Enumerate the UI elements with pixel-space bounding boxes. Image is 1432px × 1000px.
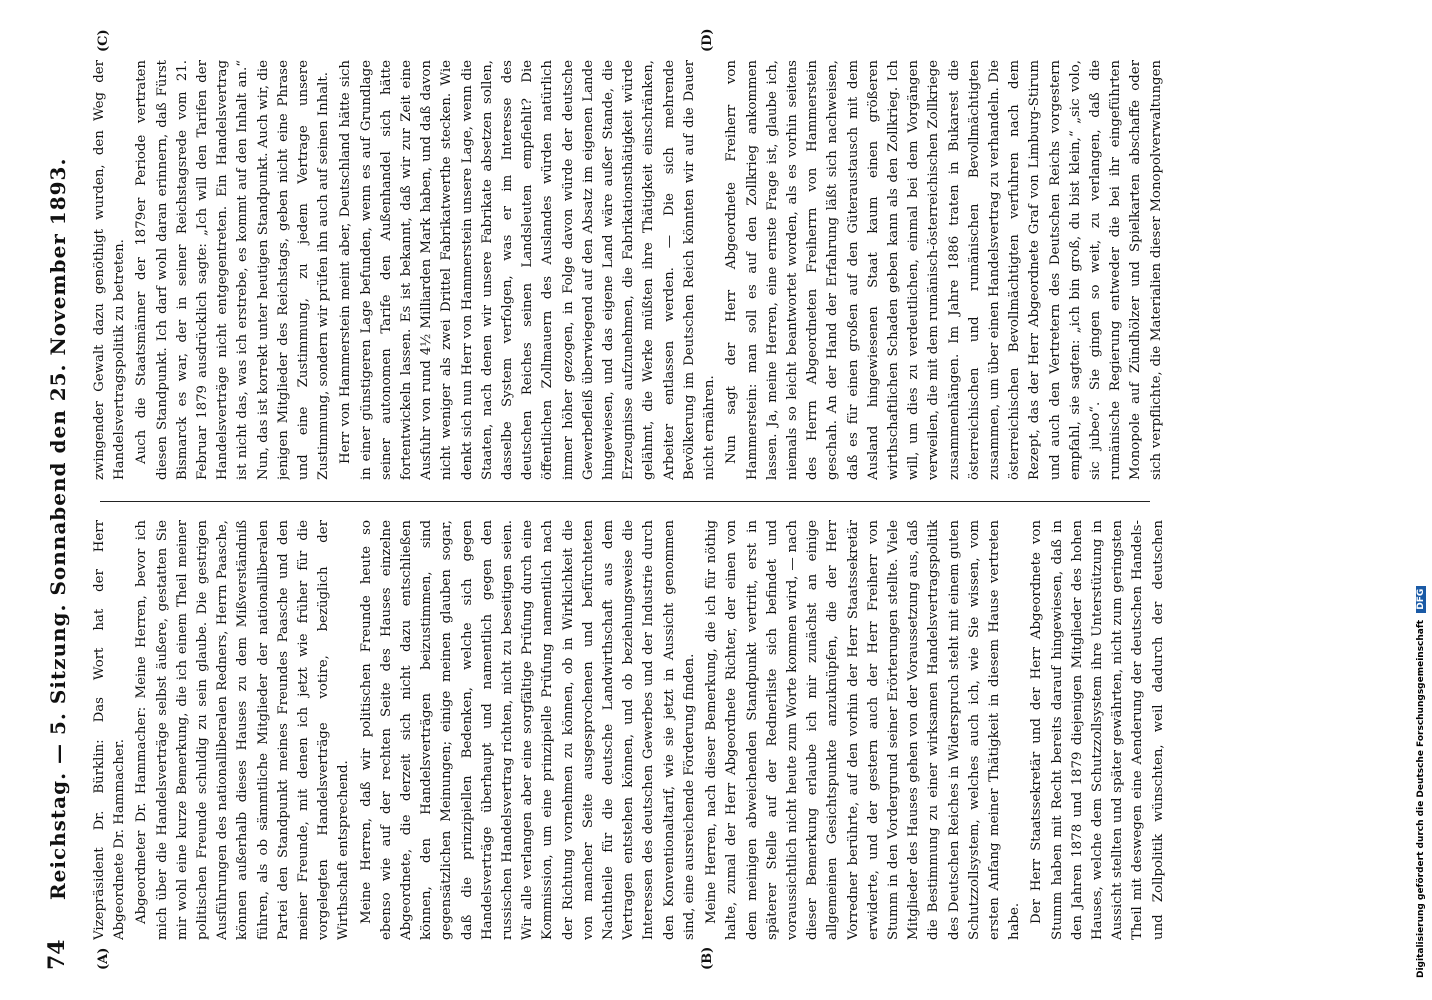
margin-mark-d: (D) bbox=[700, 28, 715, 52]
paragraph: Herr von Hammerstein meint aber, Deutschland hätte sich in einer günstigeren Lage befunden, wenn es auf Grundlage seiner autonomen Tarife den Außenhandel sich hätte fortentwickeln lassen. Es ist bekannt, daß wir zur Zeit eine Ausfuhr von rund 4½ Milliarden Mark haben, und daß davon nicht weniger als zwei Drittel Fabrikatwerthe stecken. Wie denkt sich nun Herr von Hammerstein unsere Lage, wenn die Staaten, nach denen wir unsere Fabrikate absetzen sollen, dasselbe System verfolgen, was er im Interesse des deutschen Reiches seinen Landsleuten empfiehlt? Die öffentlichen Zollmauern des Auslandes würden natürlich immer höher gezogen, in Folge davon würde der deutsche Gewerbefleiß überwiegend auf den Absatz im eigenen Lande hingewiesen, und das eigene Land wäre außer Stande, die Erzeugnisse aufzunehmen, die Fabrikationsthätigkeit würde gelähmt, die Werke müßten ihre Thätigkeit einschränken, Arbeiter entlassen werden. — Die sich mehrende Bevölkerung im Deutschen Reich könnten wir auf die Dauer nicht ernähren. bbox=[338, 60, 718, 480]
paragraph: Auch die Staatsmänner der 1879er Periode vertraten diesen Standpunkt. Ich darf wohl daran erinnern, daß Fürst Bismarck es war, der in seiner Reichstagsrede vom 21. Februar 1879 ausdrücklich sagte: „Ich will den Tarifen der Handelsverträge nicht entgegentreten. Ein Handelsvertrag ist nicht das, was ich erstrebe, es kommt auf den Inhalt an.“ Nun, das ist korrekt unter heutigen Standpunkt. Auch wir, die jenigen Mitglieder des Reichstags, geben nicht eine Phrase und eine Zustimmung, zu jedem Vertrage unsere Zustimmung, sondern wir prüfen ihn auch auf seinen Inhalt. bbox=[134, 60, 332, 480]
text-column-left bbox=[90, 520, 1170, 940]
margin-mark-a: (A) bbox=[96, 947, 111, 970]
page-number: 74 bbox=[44, 939, 70, 970]
margin-mark-b: (B) bbox=[700, 946, 715, 970]
paragraph: Vizepräsident Dr. Bürklin: Das Wort hat der Herr Abgeordnete Dr. Hammacher. bbox=[92, 520, 128, 940]
paragraph: Nun sagt der Herr Abgeordnete Freiherr von Hammerstein: man soll es auf den Zollkrieg ankommen lassen. Ja, meine Herren, eine ernste Frage ist, glaube ich, niemals so leicht beantwortet worden, als es vorhin seitens des Herrn Abgeordneten Freiherrn von Hammerstein geschah. An der Hand der Erfahrung läßt sich nachweisen, daß es für einen großen auf den Güteraustausch mit dem Ausland hingewiesenen Staat kaum einen größeren wirthschaftlichen Schaden geben kann als den Zollkrieg. Ich will, um dies zu verdeutlichen, einmal bei dem Vorgängen verweilen, die mit dem rumänisch-österreichischen Zollkriege zusammenhängen. Im Jahre 1886 traten in Bukarest die österreichischen und rumänischen Bevollmächtigten zusammen, um über einen Handelsvertrag zu verhandeln. Die österreichischen Bevollmächtigten verfuhren nach dem Rezept, das der Herr Abgeordnete Graf von Limburg-Stirum und auch den Vertretern des Deutschen Reichs vorgestern empfahl, sie sagten: „ich bin groß, du bist klein,“ „sic volo, sic jubeo“. Sie gingen so weit, zu verlangen, daß die rumänische Regierung entweder die bei ihr eingeführten Monopole auf Zündhölzer und Spielkarten abschaffe oder sich verpflichte, die Materialien dieser Monopolverwaltungen bbox=[724, 60, 1164, 480]
credit-text: Digitalisierung gefördert durch die Deutsche Forschungsgemeinschaft bbox=[1416, 619, 1426, 978]
page-header bbox=[40, 30, 80, 970]
margin-mark-c: (C) bbox=[96, 29, 111, 52]
column-divider bbox=[100, 501, 1150, 502]
paragraph: Meine Herren, daß wir politischen Freunde heute so ebenso wie auf der rechten Seite des Hauses einzelne Abgeordnete, die derzeit sich nicht dazu entschließen können, den Handelsverträgen beizustimmen, sind gegensätzlichen Meinungen; einige meinen glauben sogar, daß die prinzipiellen Bedenken, welche sich gegen Handelsverträge überhaupt und namentlich gegen den russischen Handelsvertrag richten, nicht zu beseitigen seien. Wir alle verlangen aber eine sorgfältige Prüfung durch eine Kommission, um eine prinzipielle Prüfung namentlich nach der Richtung vornehmen zu können, ob in Wirklichkeit die von mancher Seite ausgesprochenen und befürchteten Nachtheile für die deutsche Landwirthschaft aus dem Vertragen entstehen können, und ob beziehungsweise die Interessen des deutschen Gewerbes und der Industrie durch den Konventionaltarif, wie sie jetzt in Aussicht genommen sind, eine ausreichende Förderung finden. bbox=[358, 520, 697, 940]
running-title: Reichstag. — 5. Sitzung. Sonnabend den 25. November 1893. bbox=[46, 157, 70, 900]
paragraph: zwingender Gewalt dazu genöthigt wurden, den Weg der Handelsvertragspolitik zu betreten. bbox=[92, 60, 128, 480]
text-column-right bbox=[90, 60, 1170, 480]
paragraph: Der Herr Staatssekretär und der Herr Abgeordnete von Stumm haben mit Recht bereits darauf hingewiesen, daß in den Jahren 1878 und 1879 diejenigen Mitglieder des hohen Hauses, welche dem Schutzzollsystem ihre Unterstützung in Aussicht stellten und später gewährten, nicht zum geringsten Theil mit deswegen eine Aenderung der deutschen Handels- und Zollpolitik wünschten, weil dadurch der deutschen bbox=[1029, 520, 1166, 940]
paragraph: Abgeordneter Dr. Hammacher: Meine Herren, bevor ich mich über die Handelsverträge selbst äußere, gestatten Sie mir wohl eine kurze Bemerkung, die ich einem Theil meiner politischen Freunde schuldig zu sein glaube. Die gestrigen Ausführungen des nationalliberalen Redners, Herrn Paasche, können außerhalb dieses Hauses zu dem Mißverständniß führen, als ob sämmtliche Mitglieder der nationalliberalen Partei den Standpunkt meines Freundes Paasche und den meiner Freunde, mit denen ich jetzt wie früher für die vorgelegten Handelsverträge votire, bezüglich der Wirthschaft entsprechend. bbox=[134, 520, 352, 940]
digitization-credit bbox=[1416, 0, 1430, 988]
dfg-logo: DFG bbox=[1416, 586, 1426, 613]
paragraph: Meine Herren, nach dieser Bemerkung, die ich für nöthig halte, zumal der Herr Abgeordnete Richter, der einen von dem meinigen abweichenden Standpunkt vertritt, erst in späterer Stelle auf der Rednerliste sich befindet und voraussichtlich nicht heute zum Worte kommen wird, — nach dieser Bemerkung erlaube ich mir zunächst an einige allgemeinen Gesichtspunkte anzuknüpfen, die der Herr Vorredner berührte, auf den vorhin der Herr Staatssekretär erwiderte, und der gestern auch der Herr Freiherr von Stumm in den Vordergrund seiner Erörterungen stellte. Viele Mitglieder des Hauses gehen von der Voraussetzung aus, daß die Bestimmung zu einer wirksamen Handelsvertragspolitik des Deutschen Reiches in Widerspruch steht mit einem guten Schutzzollsystem, welches auch ich, wie Sie wissen, vom ersten Anfang meiner Thätigkeit in diesem Hause vertreten habe. bbox=[704, 520, 1023, 940]
